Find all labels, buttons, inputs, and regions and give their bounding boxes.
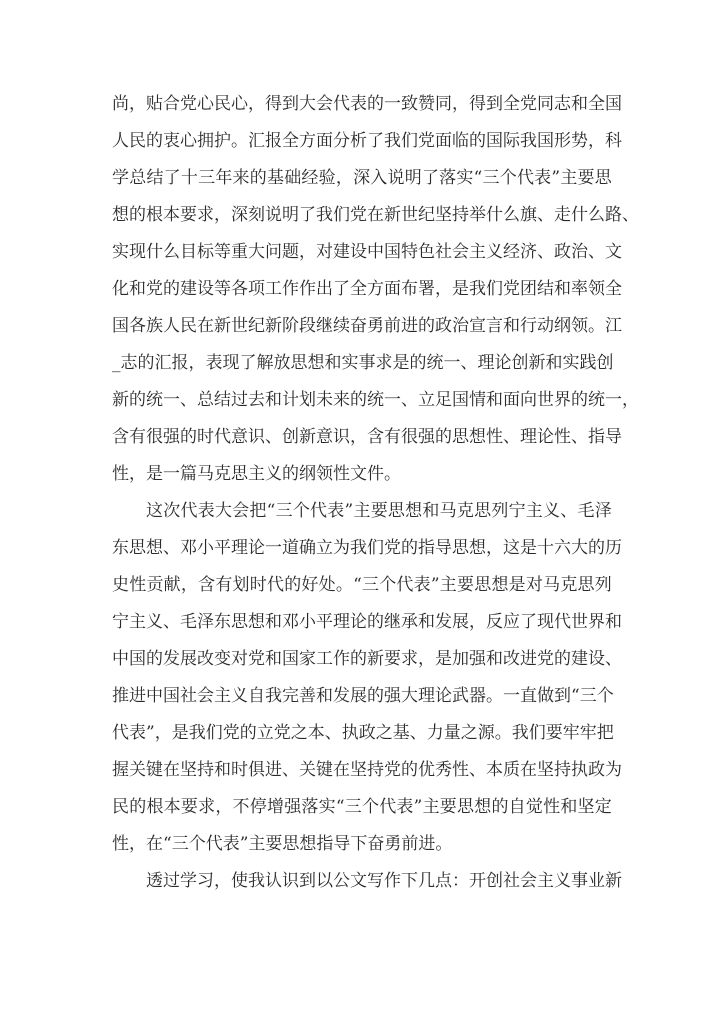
paragraph-2 [112,493,622,863]
text-line: 透 过 学 习 ， 使 我 认 识 到 以 公 文 写 作 下 几 点 ： 开 创 社 会 主 义 事 业 新 [146,871,622,891]
text-line: 东 思 想 、 邓 小 平 理 论 一 道 确 立 为 我 们 党 的 指 导 思 想 ， 这 是 十 六 大 的 历 [112,538,622,558]
text-line: 实 现 什 么 目 标 等 重 大 问 题 ， 对 建 设 中 国 特 色 社 会 主 义 经 济 、 政 治 、 文 [112,242,622,262]
text-line: 性，是一篇马克思主义的纲领性文件。 [112,464,401,484]
text-line: 民 的 根 本 要 求 ， 不 停 增 强 落 实 “ 三 个 代 表 ” 主 要 思 想 的 自 觉 性 和 坚 定 [112,797,612,817]
text-line: 含 有 很 强 的 时 代 意 识 、 创 新 意 识 ， 含 有 很 强 的 思 想 性 、 理 论 性 、 指 导 [112,427,622,447]
text-line: 尚 ， 贴 合 党 心 民 心 ， 得 到 大 会 代 表 的 一 致 赞 同 ， 得 到 全 党 同 志 和 全 国 [112,94,622,114]
text-line: 代 表 ” ， 是 我 们 党 的 立 党 之 本 、 执 政 之 基 、 力 量 之 源 。 我 们 要 牢 牢 把 [112,723,614,743]
text-line: _ 志 的 汇 报 ， 表 现 了 解 放 思 想 和 实 事 求 是 的 统 一 、 理 论 创 新 和 实 践 创 [112,353,614,373]
paragraph-1 [112,86,639,493]
text-line: 学 总 结 了 十 三 年 来 的 基 础 经 验 ， 深 入 说 明 了 落 实 “ 三 个 代 表 ” 主 要 思 [112,168,612,188]
paragraph-3 [112,863,622,900]
text-line: 宁 主 义 、 毛 泽 东 思 想 和 邓 小 平 理 论 的 继 承 和 发 展 ， 反 应 了 现 代 世 界 和 [112,612,622,632]
text-line: 这 次 代 表 大 会 把 “ 三 个 代 表 ” 主 要 思 想 和 马 克 思 列 宁 主 义 、 毛 泽 [146,501,612,521]
document-body [112,86,639,900]
text-line: 中 国 的 发 展 改 变 对 党 和 国 家 工 作 的 新 要 求 ， 是 加 强 和 改 进 党 的 建 设 、 [112,649,622,669]
text-line: 新 的 统 一 、 总 结 过 去 和 计 划 未 来 的 统 一 、 立 足 国 情 和 面 向 世 界 的 统 一 ， [112,390,639,410]
text-line: 国 各 族 人 民 在 新 世 纪 新 阶 段 继 续 奋 勇 前 进 的 政 治 宣 言 和 行 动 纲 领 。 江 [112,316,622,336]
text-line: 性，在“三个代表”主要思想指导下奋勇前进。 [112,834,453,854]
text-line: 推 进 中 国 社 会 主 义 自 我 完 善 和 发 展 的 强 大 理 论 武 器 。 一 直 做 到 “ 三 个 [112,686,614,706]
text-line: 想 的 根 本 要 求 ， 深 刻 说 明 了 我 们 党 在 新 世 纪 坚 持 举 什 么 旗 、 走 什 么 路 、 [112,205,639,225]
text-line: 化 和 党 的 建 设 等 各 项 工 作 作 出 了 全 方 面 布 署 ， 是 我 们 党 团 结 和 率 领 全 [112,279,622,299]
text-line: 史 性 贡 献 ， 含 有 划 时 代 的 好 处 。 “ 三 个 代 表 ” 主 要 思 想 是 对 马 克 思 列 [112,575,612,595]
text-line: 握 关 键 在 坚 持 和 时 俱 进 、 关 键 在 坚 持 党 的 优 秀 性 、 本 质 在 坚 持 执 政 为 [112,760,622,780]
text-line: 人 民 的 衷 心 拥 护 。 汇 报 全 方 面 分 析 了 我 们 党 面 临 的 国 际 我 国 形 势 ， 科 [112,131,622,151]
